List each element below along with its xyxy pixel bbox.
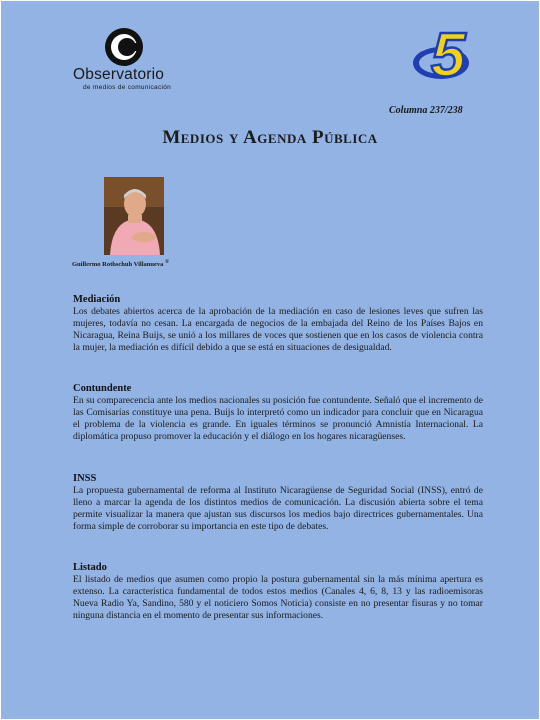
section-body: El listado de medios que asumen como propio la postura gubernamental sin la más mínima apertura es extenso. La característica fundamental de todos estos medios (Canales 4, 6, 8, 13 y las radioemisoras Nueva Radio Ya, Sandino, 580 y el noticiero Somos Noticia) consiste en no presentar fisuras y no tomar ninguna distancia en el momento de presentar sus informaciones. [73,574,483,622]
author-superscript: ® [165,259,170,265]
section-inss [73,473,483,533]
section-listado [73,562,483,622]
author-name-text: Guillermo Rothschuh Villanueva [72,261,164,269]
section-heading: INSS [73,473,97,484]
observatorio-c-icon [103,26,145,68]
column-label: Columna 237/238 [389,105,463,116]
observatorio-logo [73,26,183,96]
section-body: Los debates abiertos acerca de la aprobación de la mediación en caso de lesiones leves que sufren las mujeres, todavía no cesan. La encargada de negocios de la embajada del Reino de los Países Bajos en Nicaragua, Reina Buijs, se unió a los millares de voces que sostienen que en los casos de violencia contra la mujer, la mediación es difícil debido a que se está en situaciones de desigualdad. [73,306,483,354]
page-title: Medios y Agenda Pública [162,127,378,148]
section-mediacion [73,294,483,354]
logo-name: Observatorio [73,66,165,83]
author-photo [104,177,164,255]
section-heading: Listado [73,562,107,573]
section-heading: Mediación [73,294,121,305]
logo-subtitle: de medios de comunicación [83,84,172,91]
section-body: En su comparecencia ante los medios nacionales su posición fue contundente. Señaló que el incremento de las Comisarías constituye una pena. Buijs lo interpretó como un indicador para concluir que en Nicaragua el problema de la violencia es grande. En iguales términos se pronunció Amnistía Internacional. La diplomática propuso promover la educación y el diálogo en los hogares nicaragüenses. [73,395,483,443]
section-body: La propuesta gubernamental de reforma al Instituto Nicaragüense de Seguridad Social (INSS), entró de lleno a marcar la agenda de los distintos medios de comunicación. La discusión abierta sobre el tema permite visualizar la manera que ajustan sus discursos los medios bajo directrices gubernamentales. Una forma simple de corroborar su importancia en este tipo de debates. [73,485,483,533]
section-heading: Contundente [73,383,132,394]
author-name [72,259,169,268]
number-five-logo-icon [411,21,479,85]
document-page [1,1,539,719]
logo-five-glyph: 5 [431,21,466,85]
section-contundente [73,383,483,443]
